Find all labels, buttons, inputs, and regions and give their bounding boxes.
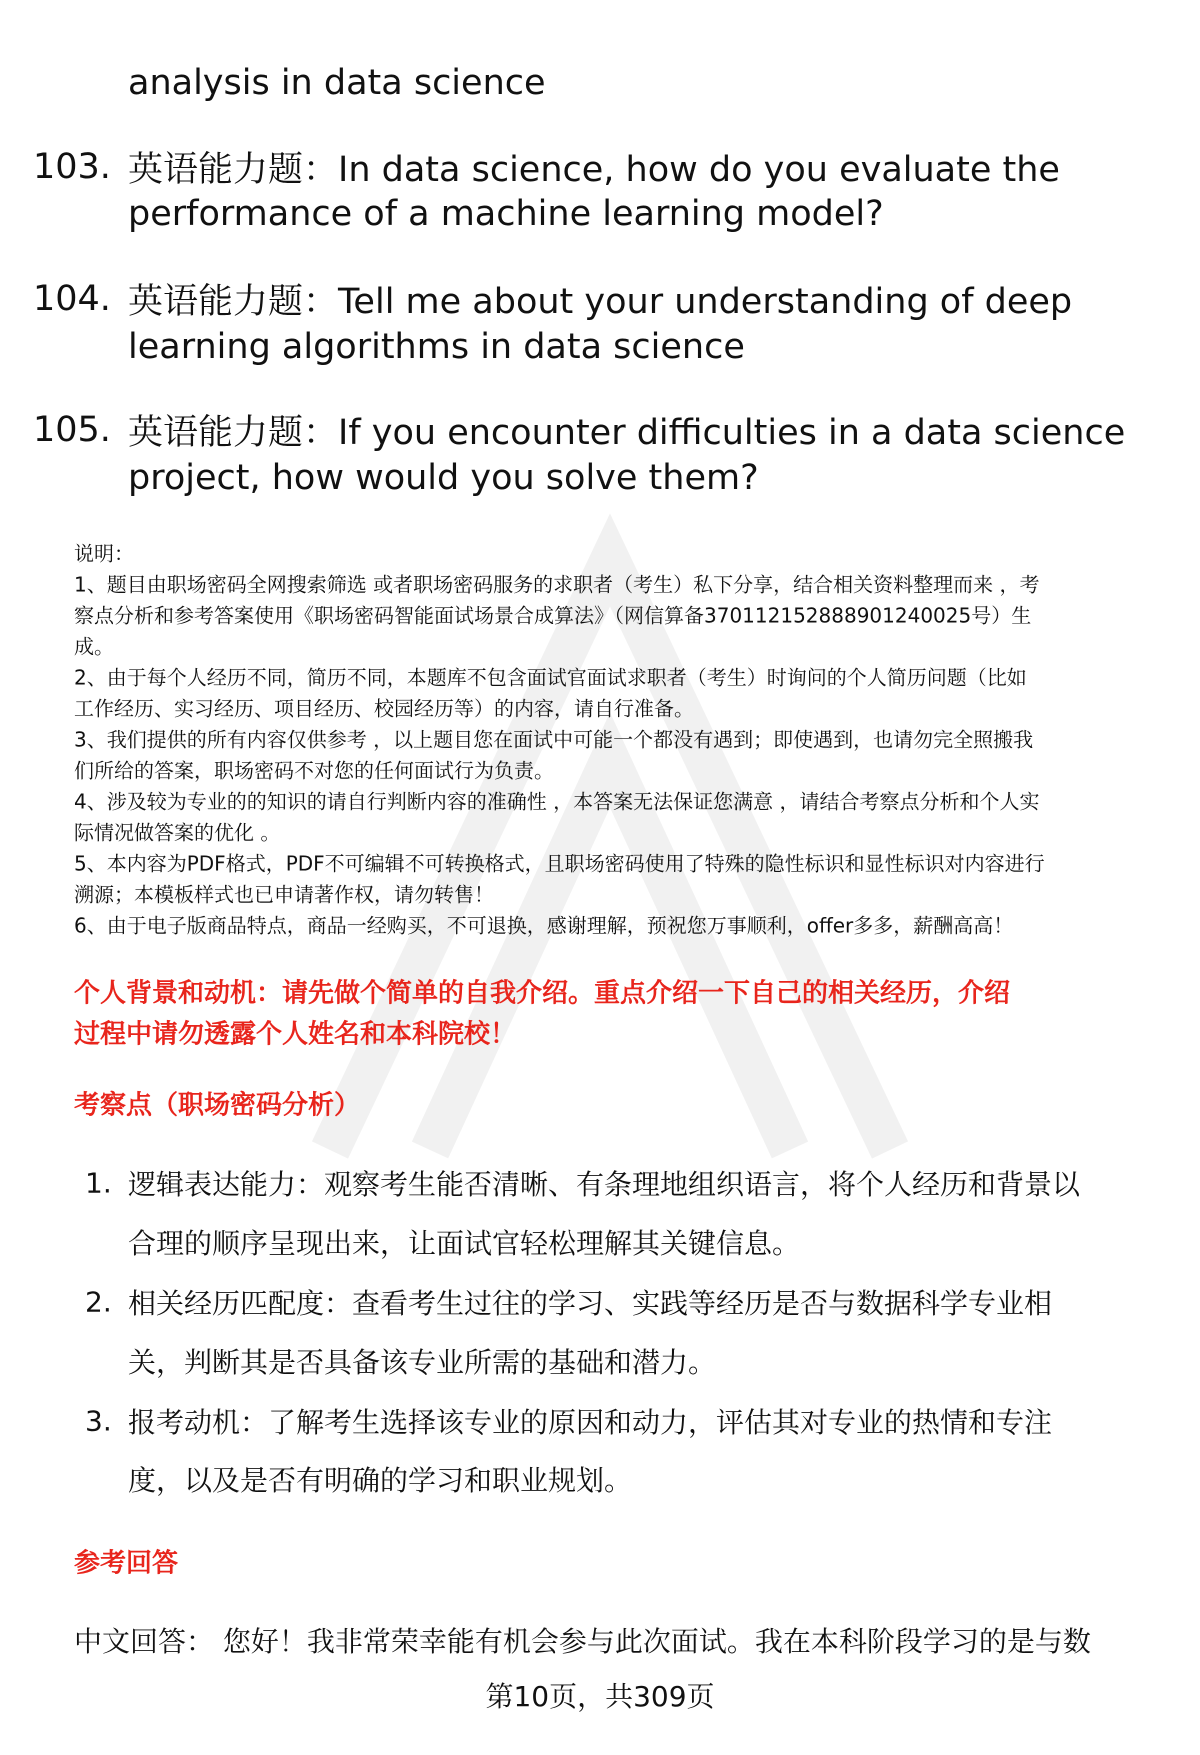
- point-number: 3.: [85, 1404, 112, 1438]
- question-number: 105.: [33, 410, 111, 450]
- question-continuation: analysis in data science: [128, 63, 546, 103]
- question-title-line1: 个人背景和动机：请先做个简单的自我介绍。重点介绍一下自己的相关经历，介绍: [74, 978, 1011, 1009]
- question-105-line2: project, how would you solve them?: [128, 458, 759, 498]
- point-line: 关，判断其是否具备该专业所需的基础和潜力。: [128, 1346, 717, 1379]
- point-line: 合理的顺序呈现出来，让面试官轻松理解其关键信息。: [128, 1227, 801, 1260]
- note-line: 察点分析和参考答案使用《职场密码智能面试场景合成算法》（网信算备370112152888901240025号）生: [74, 603, 1032, 628]
- point-line: 逻辑表达能力：观察考生能否清晰、有条理地组织语言，将个人经历和背景以: [128, 1168, 1081, 1201]
- question-104-line1: 英语能力题：Tell me about your understanding of deep: [128, 282, 1073, 322]
- question-103-line2: performance of a machine learning model?: [128, 194, 884, 234]
- note-line: 5、本内容为PDF格式，PDF不可编辑不可转换格式，且职场密码使用了特殊的隐性标识和显性标识对内容进行: [74, 851, 1045, 876]
- question-number: 104.: [33, 279, 111, 319]
- note-line: 2、由于每个人经历不同，简历不同，本题库不包含面试官面试求职者（考生）时询问的个人简历问题（比如: [74, 665, 1027, 690]
- answer-text: 中文回答： 您好！我非常荣幸能有机会参与此次面试。我在本科阶段学习的是与数: [74, 1625, 1091, 1658]
- point-number: 1.: [85, 1166, 112, 1200]
- note-line: 际情况做答案的优化 。: [74, 820, 281, 845]
- point-line: 相关经历匹配度：查看考生过往的学习、实践等经历是否与数据科学专业相: [128, 1287, 1053, 1320]
- points-heading: 考察点（职场密码分析）: [74, 1090, 361, 1121]
- question-105-line1: 英语能力题：If you encounter difficulties in a data science: [128, 413, 1126, 453]
- answer-heading: 参考回答: [74, 1548, 179, 1579]
- note-line: 6、由于电子版商品特点，商品一经购买，不可退换，感谢理解，预祝您万事顺利，offer多多，薪酬高高！: [74, 913, 1014, 938]
- note-line: 们所给的答案，职场密码不对您的任何面试行为负责。: [74, 758, 554, 783]
- question-number: 103.: [33, 147, 111, 187]
- question-103-line1: 英语能力题：In data science, how do you evaluate the: [128, 150, 1060, 190]
- question-title-line2: 过程中请勿透露个人姓名和本科院校！: [74, 1019, 517, 1050]
- note-line: 说明：: [74, 541, 134, 566]
- note-line: 1、题目由职场密码全网搜索筛选 或者职场密码服务的求职者（考生）私下分享，结合相关资料整理而来 ，考: [74, 572, 1040, 597]
- page-footer: 第10页，共309页: [485, 1680, 715, 1713]
- note-line: 3、我们提供的所有内容仅供参考 ，以上题目您在面试中可能一个都没有遇到；即使遇到，也请勿完全照搬我: [74, 727, 1034, 752]
- question-104-line2: learning algorithms in data science: [128, 327, 745, 367]
- point-number: 2.: [85, 1285, 112, 1319]
- note-line: 4、涉及较为专业的的知识的请自行判断内容的准确性 ，本答案无法保证您满意 ，请结合考察点分析和个人实: [74, 789, 1040, 814]
- note-line: 溯源；本模板样式也已申请著作权，请勿转售！: [74, 882, 494, 907]
- note-line: 成。: [74, 634, 114, 659]
- note-line: 工作经历、实习经历、项目经历、校园经历等）的内容，请自行准备。: [74, 696, 694, 721]
- point-line: 度，以及是否有明确的学习和职业规划。: [128, 1464, 633, 1497]
- point-line: 报考动机：了解考生选择该专业的原因和动力，评估其对专业的热情和专注: [128, 1406, 1053, 1439]
